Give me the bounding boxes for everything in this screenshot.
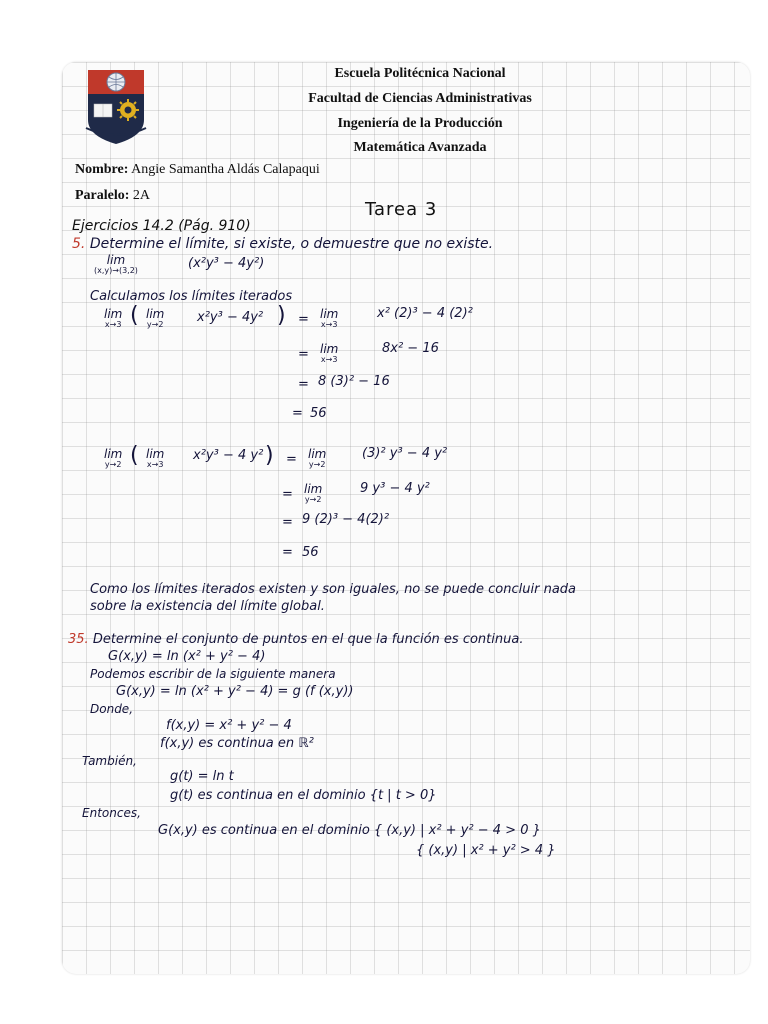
limA-step2-lim: lim x→3 [320,342,339,364]
ex35-function: G(x,y) = ln (x² + y² − 4) [108,649,266,664]
course-name: Matemática Avanzada [353,140,487,155]
limA-step1-lim: lim x→3 [320,307,339,329]
exercise-35-number: 35. [68,632,89,647]
ex35-entonces: Entonces, [82,806,141,820]
limA-eq-4: = [292,406,303,421]
section-heading: Ejercicios 14.2 (Pág. 910) [72,218,251,234]
limA-expr: x²y³ − 4y² [197,310,264,325]
limB-eq-4: = [282,545,293,560]
limA-inner: lim y→2 [146,307,165,329]
limB-step1-expr: (3)² y³ − 4 y² [362,446,448,461]
ex35-g-continuity: g(t) es continua en el dominio {t | t > 0} [170,788,437,803]
name-label: Nombre: [75,162,129,177]
exercise-35-text: Determine el conjunto de puntos en el que la función es continua. [92,632,524,647]
limB-result: 56 [302,545,319,560]
limB-step1-lim: lim y→2 [308,447,327,469]
limA-step3: 8 (3)² − 16 [318,374,390,389]
limA-step2-expr: 8x² − 16 [382,341,439,356]
school-name: Escuela Politécnica Nacional [334,66,506,81]
limA-eq-3: = [298,377,309,392]
exercise-5-statement [72,236,493,252]
ex35-G-domain-set: { (x,y) | x² + y² > 4 } [416,843,556,858]
ex35-composition: G(x,y) = ln (x² + y² − 4) = g (f (x,y)) [116,684,354,699]
paralelo-label: Paralelo: [75,188,130,203]
ex35-f-definition: f(x,y) = x² + y² − 4 [166,718,292,733]
limB-eq-1: = [286,452,297,467]
paralelo-row [75,188,150,204]
limA-step1-expr: x² (2)³ − 4 (2)² [377,306,473,321]
limB-eq-3: = [282,515,293,530]
limB-step3: 9 (2)³ − 4(2)² [302,512,390,527]
exercise-5-number: 5. [72,236,86,252]
ex35-g-definition: g(t) = ln t [170,769,234,784]
paralelo-value: 2A [132,188,151,203]
ex5-conclusion-line2: sobre la existencia del límite global. [90,599,325,614]
limB-close-paren: ) [265,443,274,468]
name-value: Angie Samantha Aldás Calapaqui [131,162,320,177]
page-title: Tarea 3 [365,199,438,220]
lim-word: lim [106,253,126,267]
ex35-f-continuity: f(x,y) es continua en ℝ² [160,736,314,751]
limA-outer: lim x→3 [104,307,123,329]
limB-expr: x²y³ − 4 y² [193,448,264,463]
exercise-35-statement [68,632,523,647]
program-name: Ingeniería de la Producción [337,116,503,131]
ex35-tambien: También, [82,754,137,768]
limA-result: 56 [310,406,327,421]
limB-step2-expr: 9 y³ − 4 y² [360,481,430,496]
limA-close-paren: ) [277,303,286,328]
faculty-name: Facultad de Ciencias Administrativas [308,91,532,106]
ex35-G-continuity: G(x,y) es continua en el dominio { (x,y) | x² + y² − 4 > 0 } [158,823,541,838]
limB-outer: lim y→2 [104,447,123,469]
limB-step2-lim: lim y→2 [304,482,323,504]
student-name-row [75,162,320,178]
ex35-donde: Donde, [90,702,134,716]
limA-eq-2: = [298,347,309,362]
limA-open-paren: ( [130,303,139,328]
iterated-intro: Calculamos los límites iterados [90,289,293,304]
limA-eq-1: = [298,312,309,327]
ex35-rewrite: Podemos escribir de la siguiente manera [90,667,336,681]
ex5-conclusion-line1: Como los límites iterados existen y son iguales, no se puede concluir nada [90,582,577,597]
exercise-5-text: Determine el límite, si existe, o demuestre que no existe. [89,236,494,252]
school-logo-icon [84,68,148,146]
limB-open-paren: ( [130,443,139,468]
ex5-expression: (x²y³ − 4y²) [188,256,265,271]
limB-inner: lim x→3 [146,447,165,469]
lim-subscript: (x,y)→(3,2) [94,266,138,275]
ex5-limit [94,254,138,275]
limB-eq-2: = [282,487,293,502]
